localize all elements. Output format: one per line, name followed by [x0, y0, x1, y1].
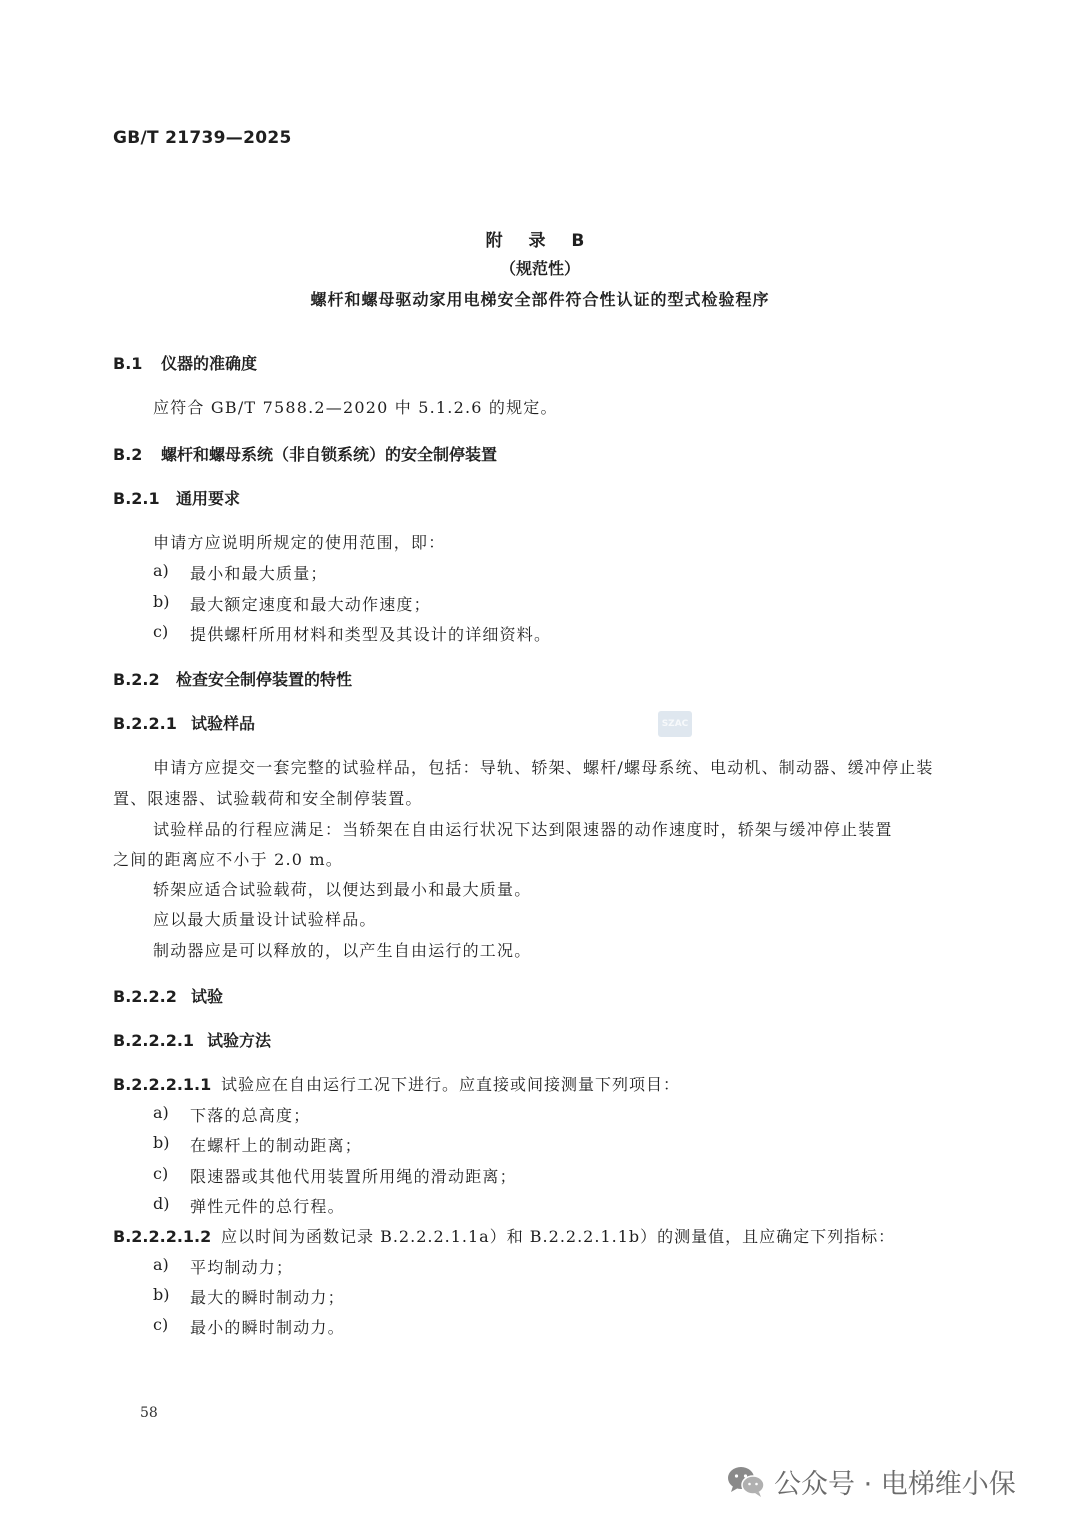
watermark-logo: SZAC — [658, 711, 692, 737]
b221-p2-line2: 之间的距离应不小于 2.0 m。 — [113, 850, 343, 869]
list-item-marker: c) — [153, 622, 169, 641]
b221-p2-line1: 试验样品的行程应满足：当轿架在自由运行状况下达到限速器的动作速度时，轿架与缓冲停止装置 — [153, 820, 893, 839]
list-item: 最大额定速度和最大动作速度； — [190, 595, 431, 614]
b1-text: 应符合 GB/T 7588.2—2020 中 5.1.2.6 的规定。 — [153, 398, 558, 417]
appendix-subtitle: （规范性） — [499, 259, 580, 278]
clause-b222212: B.2.2.2.1.2 应以时间为函数记录 B.2.2.2.1.1a）和 B.2.2.2.1.1b）的测量值，且应确定下列指标： — [113, 1227, 896, 1246]
footer-watermark — [726, 1462, 1016, 1501]
b221-p3: 轿架应适合试验载荷，以便达到最小和最大质量。 — [153, 880, 532, 899]
heading-b22: B.2.2 检查安全制停装置的特性 — [113, 670, 353, 689]
page-number: 58 — [140, 1405, 158, 1421]
heading-b1: B.1 仪器的准确度 — [113, 354, 258, 373]
list-item: 在螺杆上的制动距离； — [190, 1136, 363, 1155]
list-item: 限速器或其他代用装置所用绳的滑动距离； — [190, 1167, 517, 1186]
list-item: 最小的瞬时制动力。 — [190, 1318, 345, 1337]
heading-b2222: B.2.2.2 试验 — [113, 987, 224, 1006]
appendix-name: 螺杆和螺母驱动家用电梯安全部件符合性认证的型式检验程序 — [310, 290, 770, 309]
b21-intro: 申请方应说明所规定的使用范围，即： — [153, 533, 446, 552]
b221-p1-line2: 置、限速器、试验载荷和安全制停装置。 — [113, 789, 423, 808]
list-item: 提供螺杆所用材料和类型及其设计的详细资料。 — [190, 625, 552, 644]
b221-p4: 应以最大质量设计试验样品。 — [153, 910, 377, 929]
list-item: 平均制动力； — [190, 1258, 294, 1277]
clause-b222211: B.2.2.2.1.1 试验应在自由运行工况下进行。应直接或间接测量下列项目： — [113, 1075, 681, 1094]
appendix-title: 附 录 B — [485, 231, 595, 251]
heading-b2: B.2 螺杆和螺母系统（非自锁系统）的安全制停装置 — [113, 445, 498, 464]
heading-b221: B.2.2.1 试验样品 — [113, 714, 256, 733]
heading-b22221: B.2.2.2.1 试验方法 — [113, 1031, 272, 1050]
b221-p5: 制动器应是可以释放的，以产生自由运行的工况。 — [153, 941, 532, 960]
list-item: 弹性元件的总行程。 — [190, 1197, 345, 1216]
list-item-marker: d) — [153, 1194, 170, 1213]
list-item-marker: a) — [153, 1255, 169, 1274]
list-item-marker: a) — [153, 1103, 169, 1122]
list-item: 最小和最大质量； — [190, 564, 328, 583]
list-item-marker: b) — [153, 1285, 170, 1304]
wechat-icon — [726, 1465, 766, 1499]
b221-p1-line1: 申请方应提交一套完整的试验样品，包括：导轨、轿架、螺杆/螺母系统、电动机、制动器、缓冲停止装 — [153, 758, 934, 777]
list-item: 下落的总高度； — [190, 1106, 311, 1125]
standard-number: GB/T 21739—2025 — [113, 128, 292, 148]
list-item-marker: b) — [153, 592, 170, 611]
list-item-marker: a) — [153, 561, 169, 580]
heading-b21: B.2.1 通用要求 — [113, 489, 241, 508]
list-item-marker: c) — [153, 1315, 169, 1334]
list-item-marker: b) — [153, 1133, 170, 1152]
list-item-marker: c) — [153, 1164, 169, 1183]
footer-label: 公众号 · 电梯维小保 — [774, 1469, 1016, 1500]
list-item: 最大的瞬时制动力； — [190, 1288, 345, 1307]
